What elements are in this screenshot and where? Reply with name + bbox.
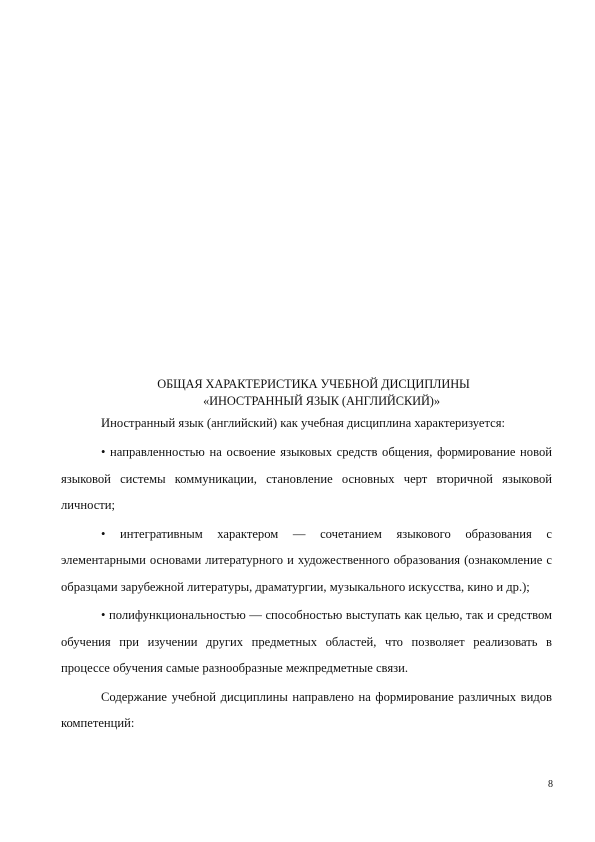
section-title-line-1: ОБЩАЯ ХАРАКТЕРИСТИКА УЧЕБНОЙ ДИСЦИПЛИНЫ — [157, 377, 470, 391]
section-title — [61, 376, 552, 410]
page-number: 8 — [548, 779, 553, 790]
bullet-paragraph-3: • полифункциональностью — способностью выступать как целью, так и средством обучения при изучении других предметных областей, что позволяет реализовать в процессе обучения самые разнообразные межпредметные связи. — [61, 608, 552, 675]
bullet-paragraph-2: • интегративным характером — сочетанием языкового образования с элементарными основами литературного и художественного образования (ознакомление с образцами зарубежной литературы, драматургии, музыкального искусства, кино и др.); — [61, 526, 552, 594]
section-title-line-2: «ИНОСТРАННЫЙ ЯЗЫК (АНГЛИЙСКИЙ)» — [203, 394, 440, 408]
intro-paragraph: Иностранный язык (английский) как учебная дисциплина характеризуется: — [101, 416, 506, 430]
bullet-paragraph-1: • направленностью на освоение языковых средств общения, формирование новой языковой системы коммуникации, становление основных черт вторичной языковой личности; — [61, 445, 552, 512]
document-body — [61, 376, 552, 737]
content-paragraph: Содержание учебной дисциплины направлено на формирование различных видов компетенций: — [61, 689, 552, 730]
